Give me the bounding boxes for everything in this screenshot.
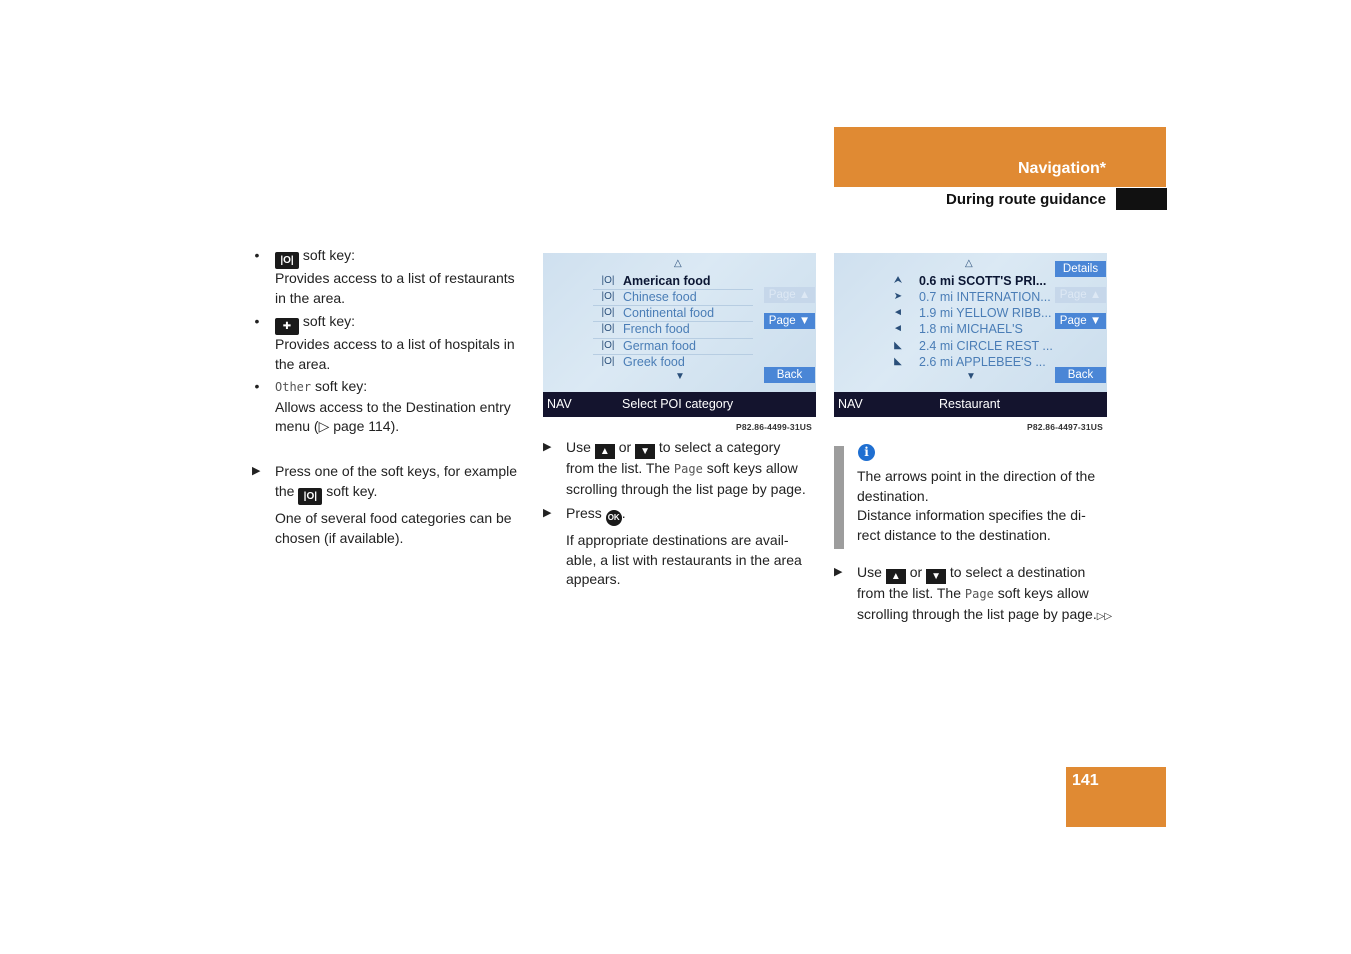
step-arrow-icon: ▶ <box>834 566 843 578</box>
scroll-up-icon: △ <box>965 258 973 269</box>
restaurant-icon: |O| <box>298 488 322 505</box>
scroll-down-icon: ▼ <box>675 371 685 382</box>
scroll-down-icon: ▼ <box>966 371 976 382</box>
other-softkey-label: Other <box>275 380 312 394</box>
restaurant-icon: |O| <box>601 340 615 351</box>
down-arrow-key-icon: ▼ <box>926 569 946 584</box>
info-text: The arrows point in the direction of the destination. Distance information specifies the di- rect distance to the destination. <box>857 468 1096 543</box>
continue-icon: ▷▷ <box>1096 610 1113 622</box>
food-note: One of several food categories can be chosen (if available). <box>275 510 512 546</box>
direction-arrow-icon: ◄ <box>893 323 903 334</box>
hospital-icon: ✚ <box>275 318 299 335</box>
section-title: Navigation* <box>1017 160 1106 177</box>
restaurant-icon: |O| <box>601 291 615 302</box>
restaurant-icon: |O| <box>601 275 615 286</box>
up-arrow-key-icon: ▲ <box>886 569 906 584</box>
direction-arrow-icon: ◣ <box>894 340 902 351</box>
up-arrow-key-icon: ▲ <box>595 444 615 459</box>
subsection-title: During route guidance <box>945 191 1106 208</box>
step-arrow-icon: ▶ <box>543 441 552 453</box>
page-down-softkey[interactable]: Page ▼ <box>1055 313 1106 329</box>
poi-category-screen: △ |O| American food |O| Chinese food |O| Continental food |O| French food |O| German food |O| Greek food ▼ Page ▲ Page ▼ Back NAV Select POI category <box>543 253 816 417</box>
figure-code: P82.86-4497-31US <box>1027 422 1103 432</box>
screen-title: Select POI category <box>622 397 734 411</box>
restaurant-icon: |O| <box>601 356 615 367</box>
down-arrow-key-icon: ▼ <box>635 444 655 459</box>
page-down-softkey[interactable]: Page ▼ <box>764 313 815 329</box>
scroll-up-icon: △ <box>674 258 682 269</box>
restaurant-icon: |O| <box>601 323 615 334</box>
nav-label: NAV <box>547 397 572 411</box>
direction-arrow-icon: ◣ <box>894 356 902 367</box>
section-header <box>834 127 1166 187</box>
screen-title: Restaurant <box>939 397 1001 411</box>
step-arrow-icon: ▶ <box>252 465 261 477</box>
destinations-note: If appropriate destinations are avail- able, a list with restaurants in the area appears. <box>566 532 802 587</box>
status-bar <box>543 392 816 417</box>
details-softkey[interactable]: Details <box>1055 261 1106 277</box>
restaurant-icon: |O| <box>275 252 299 269</box>
step-arrow-icon: ▶ <box>543 507 552 519</box>
page-number: 141 <box>1072 772 1099 789</box>
restaurant-list-screen: △ ⮝ 0.6 mi SCOTT'S PRI... ➤ 0.7 mi INTERNATION... ◄ 1.9 mi YELLOW RIBB... ◄ 1.8 mi MICHAEL'S ◣ 2.4 mi CIRCLE REST ... ◣ 2.6 mi APPLEBEE'S ... ▼ Details Page ▲ Page ▼ Back NAV Restaurant <box>834 253 1107 417</box>
direction-arrow-icon: ◄ <box>893 307 903 318</box>
page-up-softkey[interactable]: Page ▲ <box>764 287 815 303</box>
restaurant-icon: |O| <box>601 307 615 318</box>
header-tab-marker <box>1116 188 1167 210</box>
ok-key-icon: OK <box>606 510 622 526</box>
page-number-box <box>1066 767 1166 827</box>
info-sidebar <box>834 446 844 549</box>
figure-code: P82.86-4499-31US <box>736 422 812 432</box>
direction-arrow-icon: ⮝ <box>893 275 903 286</box>
nav-label: NAV <box>838 397 863 411</box>
direction-arrow-icon: ➤ <box>893 291 903 302</box>
page-up-softkey[interactable]: Page ▲ <box>1055 287 1106 303</box>
info-icon: i <box>858 444 875 461</box>
back-softkey[interactable]: Back <box>764 367 815 383</box>
back-softkey[interactable]: Back <box>1055 367 1106 383</box>
status-bar <box>834 392 1107 417</box>
